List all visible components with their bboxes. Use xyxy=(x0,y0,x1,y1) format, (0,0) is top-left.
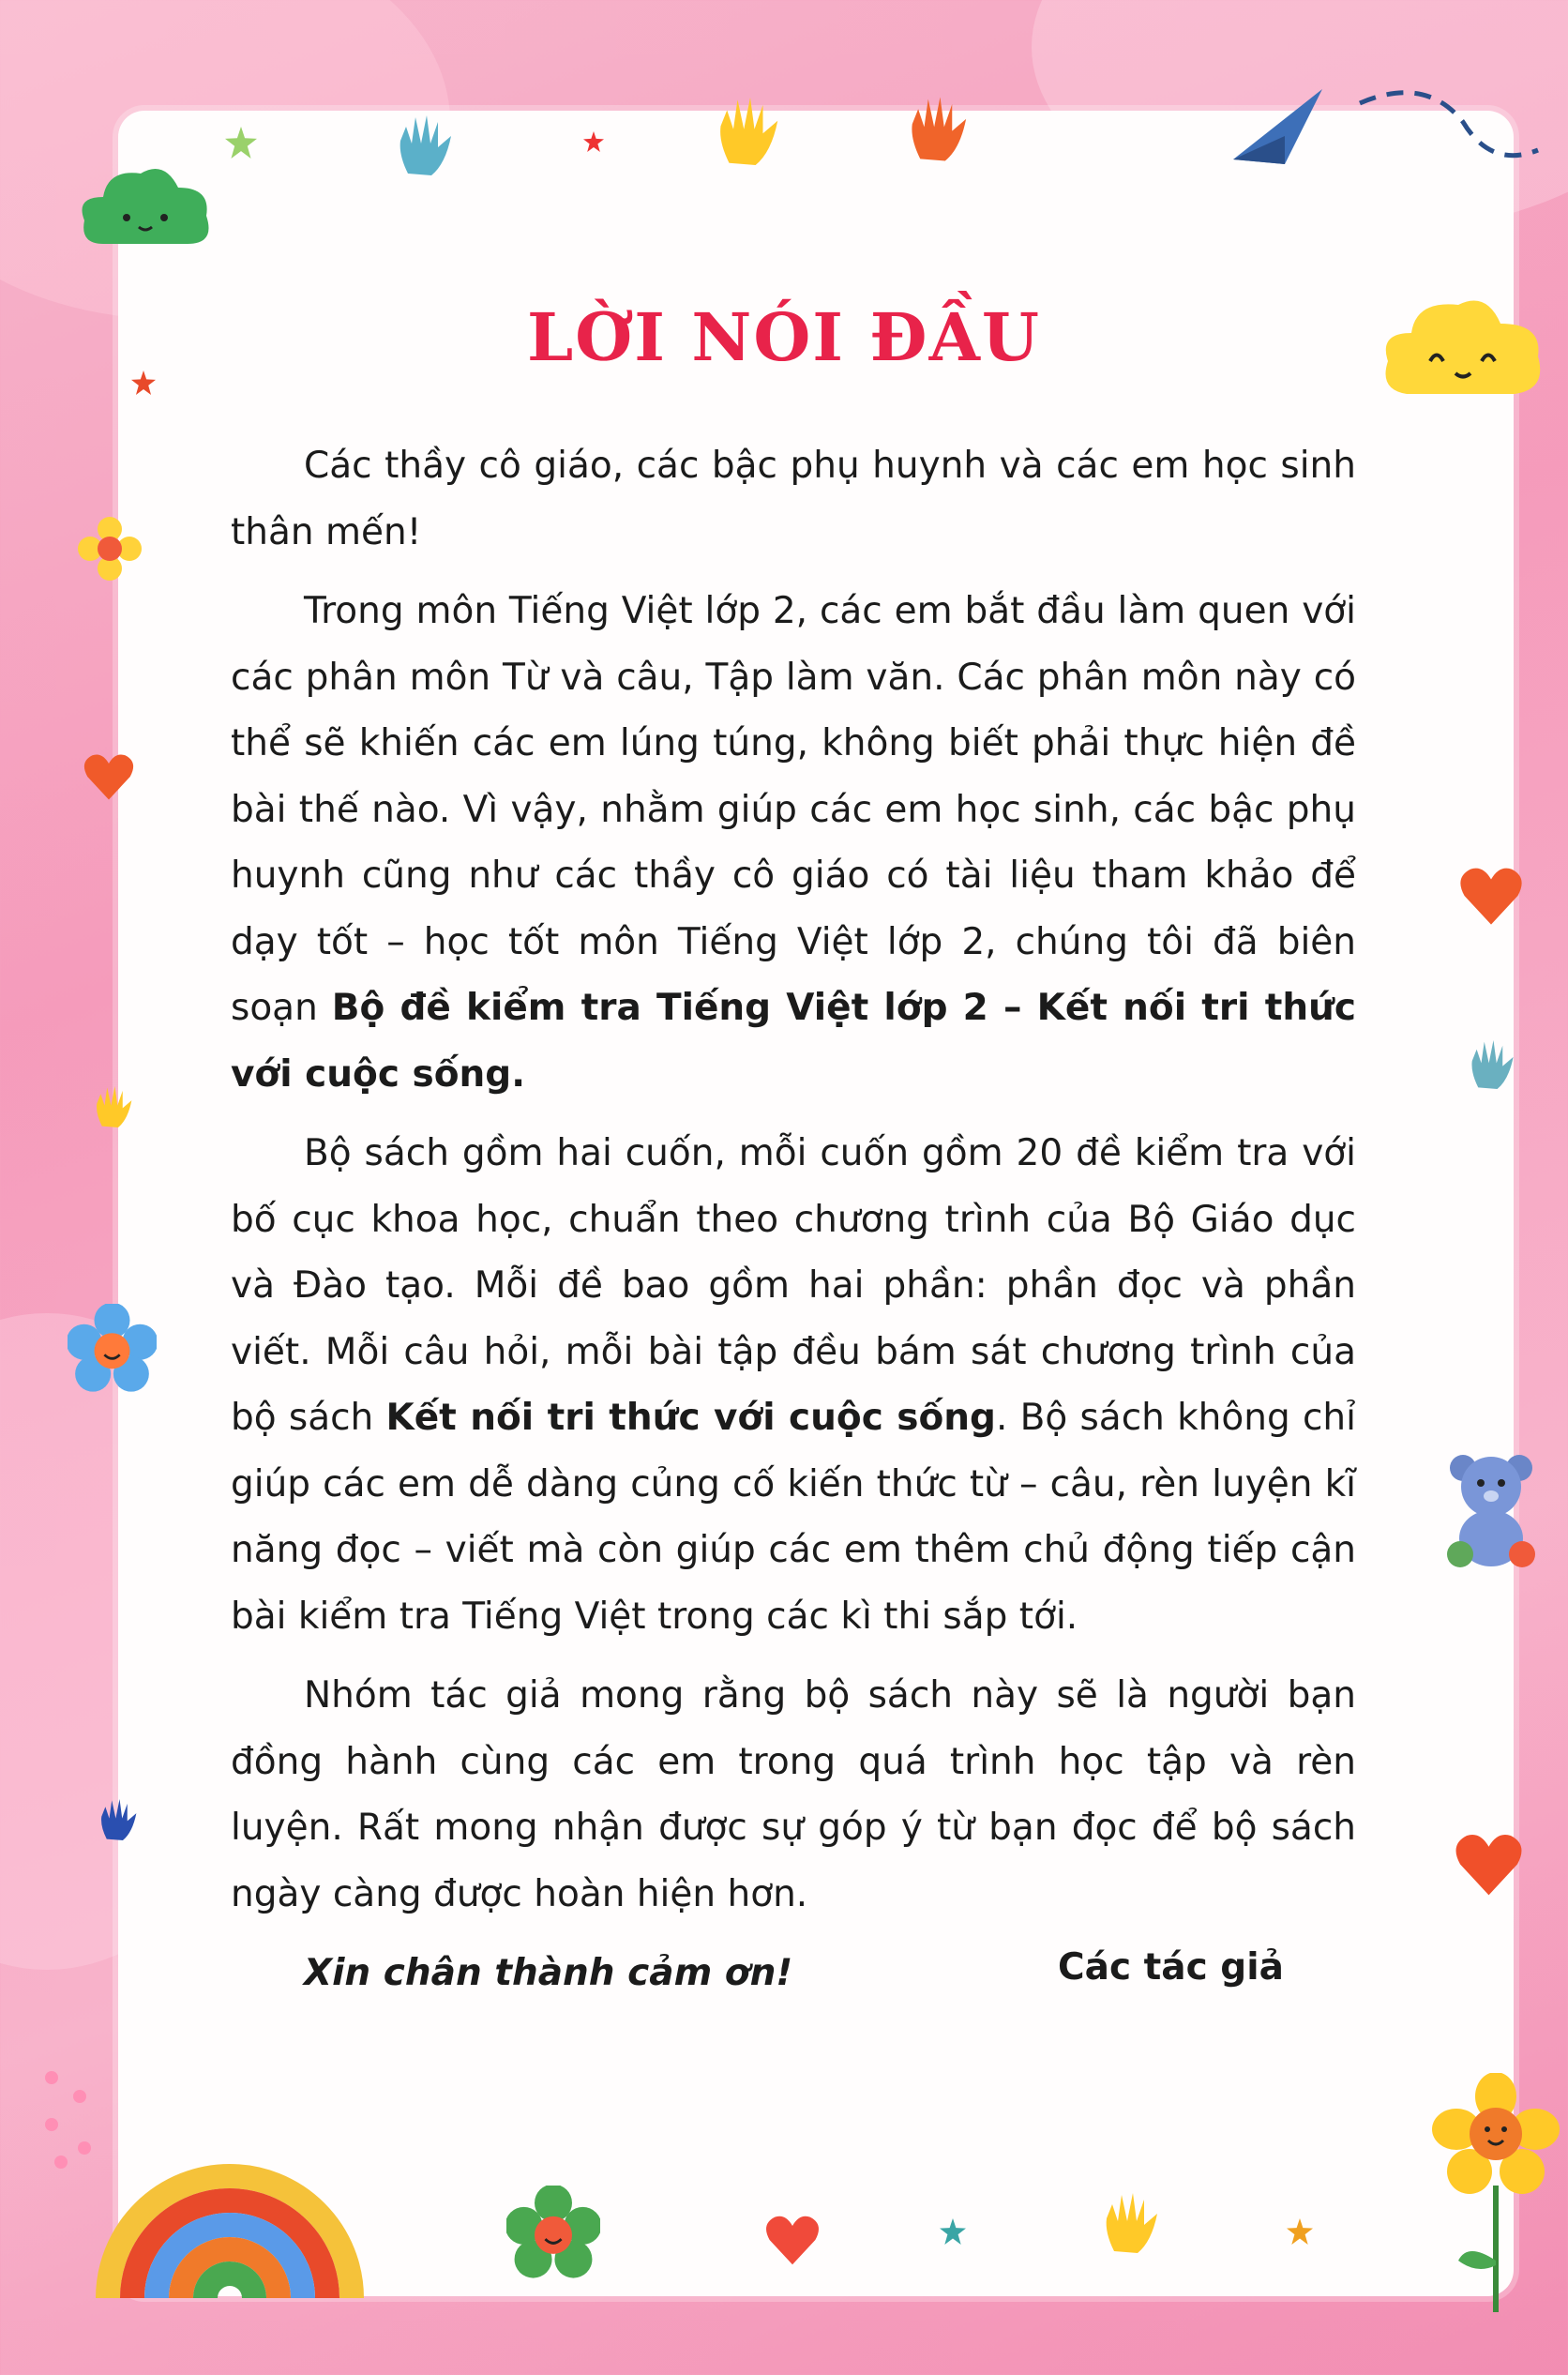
structure-text: Bộ sách gồm hai cuốn, mỗi cuốn gồm 20 đề kiểm tra với bố cục khoa học, chuẩn theo chương trình của Bộ Giáo dục và Đào tạo. Mỗi đề bao gồm hai phần: phần đọc và phần viết. Mỗi câu hỏi, mỗi bài tập đều bám sát chương trình của bộ sách xyxy=(231,1132,1356,1439)
preface-body xyxy=(231,433,1356,2020)
paper-plane-icon xyxy=(1229,84,1332,169)
hand-icon xyxy=(900,89,980,169)
series-name-bold: Kết nối tri thức với cuộc sống xyxy=(385,1397,996,1439)
greeting-paragraph: Các thầy cô giáo, các bậc phụ huynh và các em học sinh thân mến! xyxy=(231,445,1356,553)
thanks-line: Xin chân thành cảm ơn! xyxy=(304,1952,793,1994)
flower-icon xyxy=(68,1304,157,1393)
heart-icon xyxy=(1454,1829,1524,1899)
cloud-icon xyxy=(1379,291,1547,413)
flower-icon xyxy=(1430,2073,1561,2317)
doodle-icon xyxy=(1350,84,1557,216)
structure-text-end: . Bộ sách không chỉ giúp các em dễ dàng củng cố kiến thức từ – câu, rèn luyện kĩ năng đọc – viết mà còn giúp các em thêm chủ động tiếp cận bài kiểm tra Tiếng Việt trong các kì thi sắp tới. xyxy=(231,1397,1356,1638)
cloud-icon xyxy=(75,159,216,263)
star-icon xyxy=(940,2218,966,2245)
teddy-bear-icon xyxy=(1440,1449,1543,1571)
flower-icon xyxy=(506,2186,600,2279)
heart-icon xyxy=(764,2212,821,2268)
hand-icon xyxy=(94,1792,145,1848)
closing-paragraph: Nhóm tác giả mong rằng bộ sách này sẽ là người bạn đồng hành cùng các em trong quá trình học tập và rèn luyện. Rất mong nhận được sự góp ý từ bạn đọc để bộ sách ngày càng được hoàn hiện hơn. xyxy=(231,1674,1356,1915)
star-icon xyxy=(131,371,156,395)
intro-text: Trong môn Tiếng Việt lớp 2, các em bắt đầu làm quen với các phân môn Từ và câu, Tập làm văn. Các phân môn này có thể sẽ khiến các em lúng túng, không biết phải thực hiện đề bài thế nào. Vì vậy, nhằm giúp các em học sinh, các bậc phụ huynh cũng như các thầy cô giáo có tài liệu tham khảo để dạy tốt – học tốt môn Tiếng Việt lớp 2, chúng tôi đã biên soạn xyxy=(231,590,1356,1029)
book-title-bold: Bộ đề kiểm tra Tiếng Việt lớp 2 – Kết nối tri thức với cuộc sống. xyxy=(231,987,1356,1096)
dots-decoration xyxy=(38,2064,122,2176)
signature: Các tác giả xyxy=(1058,1946,1284,1989)
hand-icon xyxy=(1095,2186,1170,2261)
hand-icon xyxy=(708,89,792,174)
intro-paragraph xyxy=(231,579,1356,1108)
star-icon xyxy=(583,131,604,152)
flower-icon xyxy=(77,516,143,582)
star-icon xyxy=(225,127,257,159)
heart-icon xyxy=(83,750,135,803)
hand-icon xyxy=(89,1079,141,1135)
heart-icon xyxy=(1458,863,1524,929)
page-title: LỜI NÓI ĐẦU xyxy=(527,298,1041,376)
hand-icon xyxy=(1463,1032,1524,1097)
hand-icon xyxy=(389,108,464,183)
rainbow-icon xyxy=(89,2073,370,2298)
structure-paragraph xyxy=(231,1121,1356,1650)
star-icon xyxy=(1287,2218,1313,2245)
